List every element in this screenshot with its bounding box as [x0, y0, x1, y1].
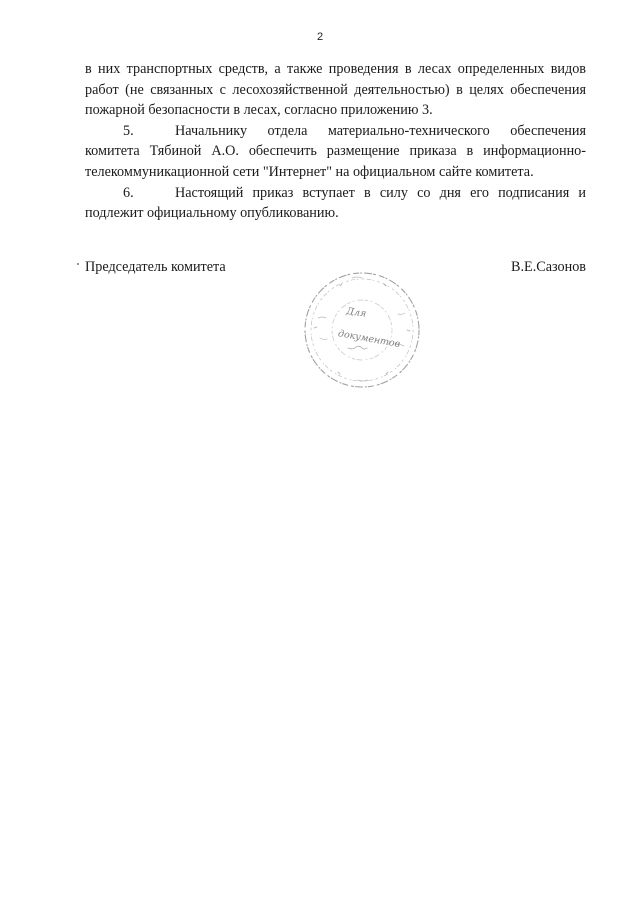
- scan-speck: [77, 263, 79, 265]
- round-stamp-icon: [300, 268, 424, 392]
- stamp-text-line1: Для: [345, 305, 367, 320]
- paragraph-6: [85, 183, 586, 224]
- stamp-text-line2: документов: [337, 328, 402, 351]
- page-number: 2: [316, 31, 324, 43]
- paragraph-5-number: 5.: [123, 122, 134, 139]
- signatory-name: В.Е.Сазонов: [511, 259, 586, 275]
- paragraph-5-text: Начальнику отдела материально-технического обеспечения комитета Тябиной А.О. обеспечить размещение приказа в информационно-телекоммуникационной сети "Интернет" на официальном сайте комитета.: [85, 122, 586, 180]
- paragraph-5: [85, 121, 586, 183]
- paragraph-6-number: 6.: [123, 184, 134, 201]
- paragraph-continuation: в них транспортных средств, а также проведения в лесах определенных видов работ (не связанных с лесохозяйственной деятельностью) в целях обеспечения пожарной безопасности в лесах, согласно приложению 3.: [85, 61, 586, 119]
- document-body: [85, 59, 586, 224]
- signatory-title: Председатель комитета: [85, 259, 226, 275]
- paragraph-6-text: Настоящий приказ вступает в силу со дня его подписания и подлежит официальному опубликованию.: [85, 184, 586, 222]
